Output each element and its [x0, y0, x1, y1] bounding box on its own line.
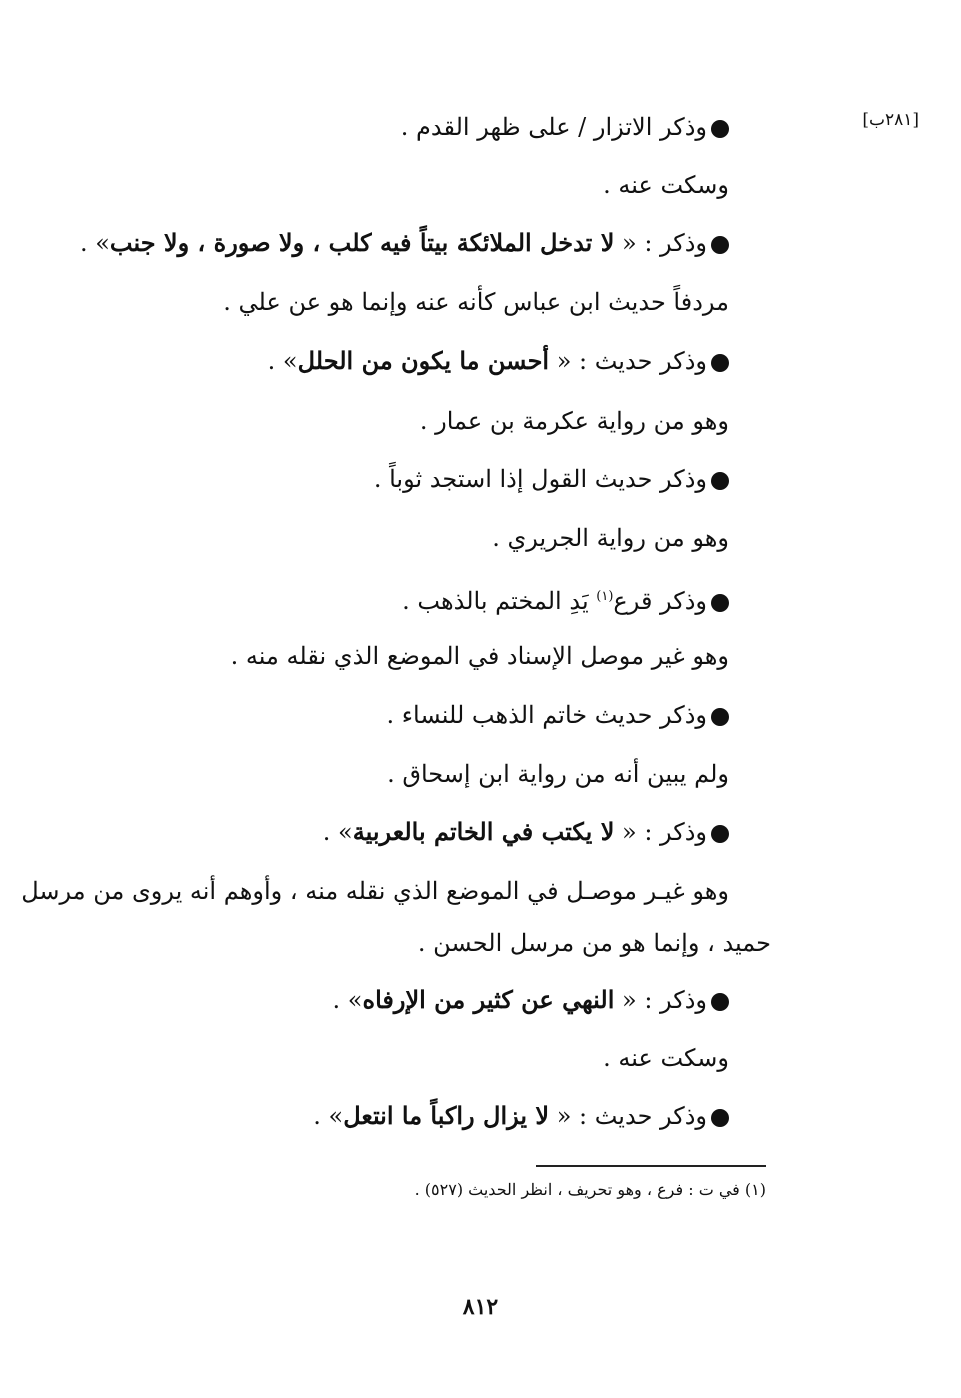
bullet-icon: [711, 120, 729, 138]
margin-folio-reference: [٢٨١ب]: [862, 110, 919, 130]
line-text: حميد ، وإنما هو من مرسل الحسن .: [417, 929, 771, 957]
bullet-icon: [711, 472, 729, 490]
line-text: وسكت عنه .: [603, 171, 729, 199]
hadith-quote: النهي عن كثير من الإرفاه: [362, 985, 615, 1014]
line-text-end: » .: [267, 347, 298, 375]
line-text-end: » .: [322, 818, 353, 846]
bullet-icon: [711, 354, 729, 372]
line-text: وذكر حديث : «: [549, 347, 707, 375]
line-text-end: » .: [313, 1102, 344, 1130]
line-text-end: » .: [332, 986, 363, 1014]
page-number: ٨١٢: [462, 1294, 499, 1320]
footnote-rule: [536, 1165, 766, 1167]
line-text-end: » .: [79, 229, 110, 257]
hadith-quote: لا يكتب في الخاتم بالعربية: [352, 817, 615, 846]
bullet-entry: [323, 815, 729, 849]
line-text: وسكت عنه .: [603, 1044, 729, 1072]
line-text-end: يَدِ المختم بالذهب .: [402, 587, 597, 615]
comment-line: [21, 874, 729, 908]
line-text: وذكر الاتزار / على ظهر القدم .: [400, 113, 707, 141]
line-text: وهو من رواية الجريري .: [492, 524, 729, 552]
bullet-entry: [402, 580, 729, 618]
bullet-icon: [711, 594, 729, 612]
bullet-entry: [374, 462, 729, 496]
bullet-icon: [711, 1109, 729, 1127]
line-text: وهو غير موصل الإسناد في الموضع الذي نقله منه .: [230, 642, 729, 670]
comment-line: [603, 1041, 729, 1075]
line-text: وهو غيـر موصـل في الموضع الذي نقله منه ، وأوهم أنه يروى من مرسل: [21, 877, 729, 905]
line-text: وذكر حديث خاتم الذهب للنساء .: [386, 701, 707, 729]
comment-line: [418, 926, 771, 960]
comment-line: [420, 404, 729, 438]
bullet-entry: [80, 226, 729, 260]
line-text: وذكر حديث : «: [549, 1102, 707, 1130]
line-text: وذكر قرع: [613, 587, 707, 615]
bullet-entry: [333, 983, 729, 1017]
line-text: وذكر : «: [614, 986, 707, 1014]
line-text: وذكر : «: [614, 818, 707, 846]
bullet-icon: [711, 993, 729, 1011]
line-text: ولم يبين أنه من رواية ابن إسحاق .: [387, 760, 729, 788]
bullet-icon: [711, 236, 729, 254]
line-text: وذكر : «: [614, 229, 707, 257]
comment-line: [603, 168, 729, 202]
line-text: وهو من رواية عكرمة بن عمار .: [419, 407, 729, 435]
comment-line: [387, 757, 729, 791]
comment-line: [492, 521, 729, 555]
line-text: وذكر حديث القول إذا استجد ثوباً .: [373, 465, 707, 493]
comment-line: [223, 285, 729, 319]
bullet-entry: [386, 698, 729, 732]
comment-line: [231, 639, 729, 673]
hadith-quote: لا يزال راكباً ما انتعل: [343, 1101, 550, 1130]
bullet-icon: [711, 825, 729, 843]
footnote: (١) في ت : فرع ، وهو تحريف ، انظر الحديث (٥٢٧) .: [414, 1180, 766, 1199]
bullet-entry: [401, 110, 729, 144]
bullet-icon: [711, 708, 729, 726]
line-text: مردفاً حديث ابن عباس كأنه عنه وإنما هو عن علي .: [223, 288, 729, 316]
bullet-entry: [313, 1099, 729, 1133]
bullet-entry: [268, 344, 729, 378]
hadith-quote: لا تدخل الملائكة بيتاً فيه كلب ، ولا صورة ، ولا جنب: [109, 228, 615, 257]
footnote-marker: (١): [596, 589, 614, 604]
hadith-quote: أحسن ما يكون من الحلل: [297, 346, 550, 375]
